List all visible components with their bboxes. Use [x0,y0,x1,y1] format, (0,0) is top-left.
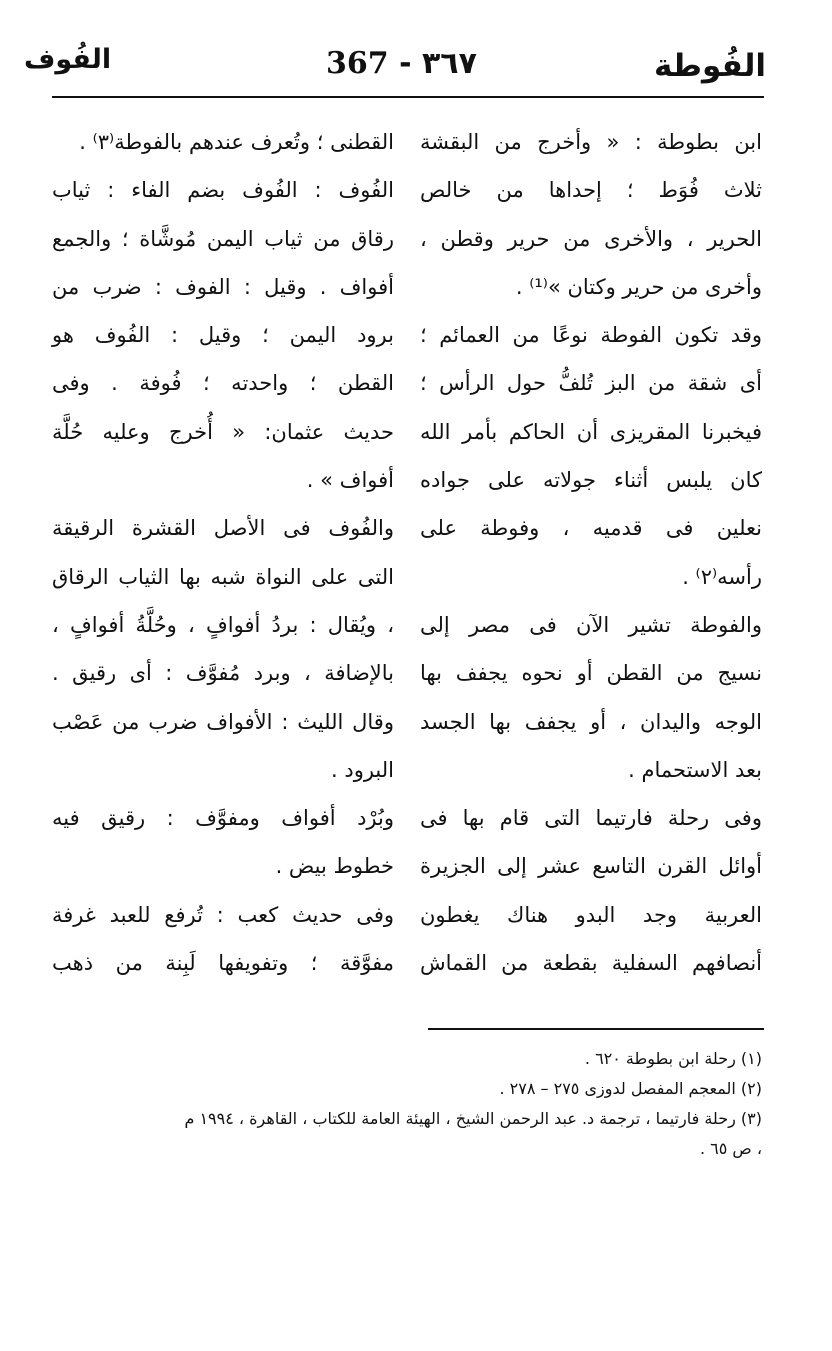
running-head-left: الفُوف [24,44,112,75]
text-line: رقاق من ثياب اليمن مُوشَّاة ؛ والجمع [52,226,394,251]
text-line: برود اليمن ؛ وقيل : الفُوف هو [52,323,394,348]
text-line: وأخرى من حرير وكتان »⁽¹⁾ . [515,274,762,299]
text-line: كان يلبس أثناء جولاته على جواده [420,468,762,493]
text-line: أى شقة من البز تُلفُّ حول الرأس ؛ [420,371,762,396]
text-line: فيخبرنا المقريزى أن الحاكم بأمر الله [420,419,762,444]
text-line: وفى رحلة فارتيما التى قام بها فى [420,806,762,831]
text-line: الوجه واليدان ، أو يجفف بها الجسد [420,709,762,734]
text-line: خطوط بيض . [275,854,394,879]
left-column [52,118,394,987]
text-line: أوائل القرن التاسع عشر إلى الجزيرة [420,854,762,879]
page-number-latin: 367 [326,46,389,81]
footnote-line: (٢) المعجم المفصل لدوزى ٢٧٥ – ٢٧٨ . [499,1079,762,1098]
text-line: القطن ؛ واحدته ؛ فُوفة . وفى [52,371,394,396]
text-line: وبُرْد أفواف ومفوَّف : رقيق فيه [52,806,394,831]
text-line: بالإضافة ، وبرد مُفوَّف : أى رقيق . [52,661,394,686]
text-line: ابن بطوطة : « وأخرج من البقشة [420,130,762,154]
text-line: ثلاث فُوَط ؛ إحداها من خالص [420,178,762,203]
text-line: وقد تكون الفوطة نوعًا من العمائم ؛ [420,323,762,348]
text-line: نعلين فى قدميه ، وفوطة على [420,516,762,541]
footnote-rule [428,1028,764,1030]
page-header [0,38,832,98]
text-line: مفوَّقة ؛ وتفويفها لَبِنة من ذهب [52,951,394,976]
text-line: والفُوف فى الأصل القشرة الرقيقة [52,516,394,541]
text-line: التى على النواة شبه بها الثياب الرقاق [52,564,394,589]
text-line: نسيج من القطن أو نحوه يجفف بها [420,661,762,686]
footnotes [42,1044,762,1164]
footnote-line: (٣) رحلة فارتيما ، ترجمة د. عبد الرحمن الشيخ ، الهيئة العامة للكتاب ، القاهرة ، ١٩٩٤ م [184,1109,762,1128]
running-head-right: الفُوطة [653,48,766,84]
text-line: الحرير ، والأخرى من حرير وقطن ، [420,226,762,251]
text-line: ، ويُقال : بردُ أفوافٍ ، وحُلَّةُ أفوافٍ ، [52,612,394,637]
text-line: وقال الليث : الأفواف ضرب من عَصْب [52,709,394,734]
text-line: العربية وجد البدو هناك يغطون [420,902,762,927]
right-column [420,118,762,987]
footnote-line: ، ص ٦٥ . [699,1139,762,1158]
page-number-arabic: ٣٦٧ [421,46,477,81]
text-line: أفواف » . [306,468,394,493]
text-line: والفوطة تشير الآن فى مصر إلى [420,612,762,637]
text-line: أفواف . وقيل : الفوف : ضرب من [52,274,394,299]
text-line: القطنى ؛ وتُعرف عندهم بالفوطة⁽٣⁾ . [79,130,394,154]
text-line: حديث عثمان: « أُخرج وعليه حُلَّة [52,419,394,444]
footnote-line: (١) رحلة ابن بطوطة ٦٢٠ . [584,1049,762,1068]
text-line: أنصافهم السفلية بقطعة من القماش [420,951,762,976]
header-rule [52,96,764,98]
text-line: رأسه⁽٢⁾ . [682,564,762,589]
page-number-separator: - [399,46,412,81]
text-line: الفُوف : الفُوف بضم الفاء : ثياب [52,178,394,203]
text-line: بعد الاستحمام . [628,757,762,782]
text-line: وفى حديث كعب : تُرفع للعبد غرفة [52,902,394,927]
page-number [326,46,477,81]
text-line: البرود . [331,757,394,782]
